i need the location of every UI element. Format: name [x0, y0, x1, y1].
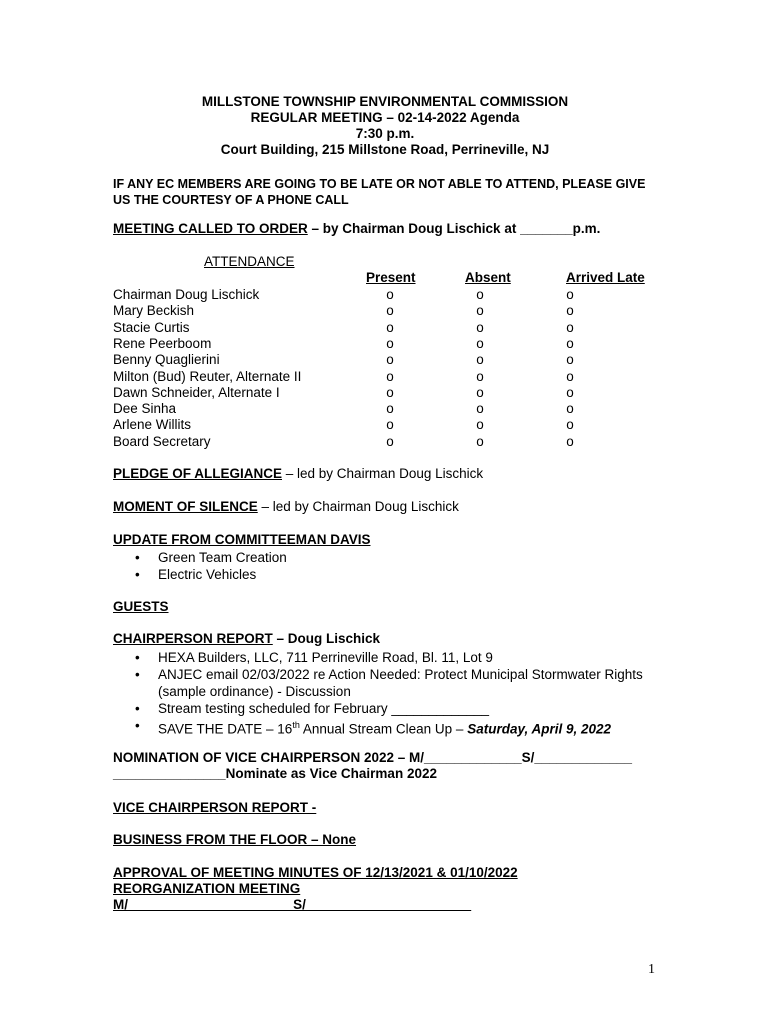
checkbox-absent[interactable]: o [476, 287, 484, 302]
save-date-prefix: SAVE THE DATE – 16 [158, 721, 293, 737]
table-row [113, 385, 673, 401]
nomination-line-1: NOMINATION OF VICE CHAIRPERSON 2022 – M/_____________S/_____________ [113, 750, 633, 765]
checkbox-absent[interactable]: o [476, 401, 484, 417]
checkbox-absent[interactable]: o [476, 352, 484, 368]
member-name: Rene Peerboom [113, 335, 212, 351]
silence-heading: MOMENT OF SILENCE [113, 499, 258, 514]
checkbox-present[interactable]: o [386, 433, 394, 449]
table-row [113, 287, 673, 303]
checkbox-late[interactable]: o [566, 433, 574, 449]
checkbox-absent[interactable]: o [476, 303, 484, 319]
silence-text: – led by Chairman Doug Lischick [257, 499, 459, 514]
called-to-order [113, 221, 600, 237]
member-name: Dawn Schneider, Alternate I [113, 384, 280, 400]
member-name: Stacie Curtis [113, 319, 190, 335]
checkbox-absent[interactable]: o [476, 433, 484, 449]
committeeman-list [113, 549, 287, 583]
header-line-3: 7:30 p.m. [355, 126, 415, 141]
header-line-4: Court Building, 215 Millstone Road, Perrineville, NJ [220, 142, 550, 157]
checkbox-late[interactable]: o [566, 368, 574, 384]
checkbox-present[interactable]: o [386, 319, 394, 335]
column-absent: Absent [465, 270, 511, 285]
member-name: Benny Quaglierini [113, 352, 220, 368]
chair-report-list [113, 649, 643, 738]
checkbox-absent[interactable]: o [476, 384, 484, 400]
checkbox-present[interactable]: o [386, 303, 394, 319]
member-name: Arlene Willits [113, 417, 192, 433]
notice [113, 176, 645, 208]
business-heading: BUSINESS FROM THE FLOOR – None [113, 832, 357, 847]
minutes-line-2: REORGANIZATION MEETING [113, 881, 301, 896]
committeeman-heading: UPDATE FROM COMMITTEEMAN DAVIS [113, 532, 371, 547]
minutes [113, 865, 518, 913]
header-line-1: MILLSTONE TOWNSHIP ENVIRONMENTAL COMMISSION [201, 94, 569, 109]
notice-line-2: US THE COURTESY OF A PHONE CALL [113, 193, 349, 207]
list-item-text: ANJEC email 02/03/2022 re Action Needed: Protect Municipal Stormwater Rights [158, 667, 643, 682]
table-row [113, 320, 673, 336]
called-to-order-heading: MEETING CALLED TO ORDER [113, 221, 308, 236]
checkbox-late[interactable]: o [566, 401, 574, 417]
checkbox-present[interactable]: o [386, 287, 394, 302]
nomination-line-2: _______________Nominate as Vice Chairman 2022 [113, 766, 437, 781]
checkbox-present[interactable]: o [386, 401, 394, 417]
chair-report-suffix: – Doug Lischick [272, 631, 381, 646]
list-item: • Stream testing scheduled for February _____________ [113, 700, 643, 717]
pledge-text: – led by Chairman Doug Lischick [282, 466, 484, 481]
list-item: • Electric Vehicles [113, 566, 287, 583]
column-arrived-late: Arrived Late [566, 270, 645, 285]
checkbox-absent[interactable]: o [476, 417, 484, 433]
table-row [113, 352, 673, 368]
chair-report [113, 631, 380, 647]
member-name: Mary Beckish [113, 303, 195, 319]
minutes-line-1: APPROVAL OF MEETING MINUTES OF 12/13/2021 & 01/10/2022 [113, 865, 518, 880]
table-row [113, 369, 673, 385]
checkbox-late[interactable]: o [566, 319, 574, 335]
page-number: 1 [648, 962, 655, 977]
table-row [113, 336, 673, 352]
table-row [113, 401, 673, 417]
checkbox-present[interactable]: o [386, 368, 394, 384]
checkbox-present[interactable]: o [386, 417, 394, 433]
notice-line-1: IF ANY EC MEMBERS ARE GOING TO BE LATE OR NOT ABLE TO ATTEND, PLEASE GIVE [113, 177, 646, 191]
column-present: Present [366, 270, 416, 285]
minutes-line-3: M/______________________S/______________________ [113, 897, 472, 912]
checkbox-late[interactable]: o [566, 335, 574, 351]
vice-report-heading: VICE CHAIRPERSON REPORT - [113, 800, 317, 815]
save-date-sup: th [292, 720, 300, 730]
member-name: Milton (Bud) Reuter, Alternate II [113, 368, 302, 384]
checkbox-absent[interactable]: o [476, 368, 484, 384]
guests-heading: GUESTS [113, 599, 169, 614]
checkbox-absent[interactable]: o [476, 335, 484, 351]
attendance-title: ATTENDANCE [204, 254, 295, 269]
list-item: • Green Team Creation [113, 549, 287, 566]
member-name: Chairman Doug Lischick [113, 287, 260, 302]
list-item [113, 666, 643, 700]
nomination [113, 750, 632, 782]
list-item: • HEXA Builders, LLC, 711 Perrineville Road, Bl. 11, Lot 9 [113, 649, 643, 666]
member-name: Board Secretary [113, 433, 211, 449]
header-line-2: REGULAR MEETING – 02-14-2022 Agenda [250, 110, 520, 125]
checkbox-late[interactable]: o [566, 352, 574, 368]
pledge-heading: PLEDGE OF ALLEGIANCE [113, 466, 283, 481]
chair-report-heading: CHAIRPERSON REPORT [113, 631, 273, 646]
checkbox-present[interactable]: o [386, 384, 394, 400]
list-item-text-cont: (sample ordinance) - Discussion [158, 684, 351, 699]
list-item-save-the-date [113, 717, 643, 738]
checkbox-present[interactable]: o [386, 352, 394, 368]
checkbox-late[interactable]: o [566, 417, 574, 433]
checkbox-present[interactable]: o [386, 335, 394, 351]
checkbox-late[interactable]: o [566, 287, 574, 302]
called-to-order-text: – by Chairman Doug Lischick at _______p.m. [307, 221, 601, 236]
table-row [113, 417, 673, 433]
save-date-middle: Annual Stream Clean Up – [299, 721, 468, 737]
member-name: Dee Sinha [113, 401, 177, 417]
pledge [113, 466, 483, 482]
table-row [113, 434, 673, 450]
checkbox-absent[interactable]: o [476, 319, 484, 335]
save-date-emph: Saturday, April 9, 2022 [467, 721, 612, 737]
checkbox-late[interactable]: o [566, 384, 574, 400]
checkbox-late[interactable]: o [566, 303, 574, 319]
moment-of-silence [113, 499, 459, 515]
table-row [113, 303, 673, 319]
